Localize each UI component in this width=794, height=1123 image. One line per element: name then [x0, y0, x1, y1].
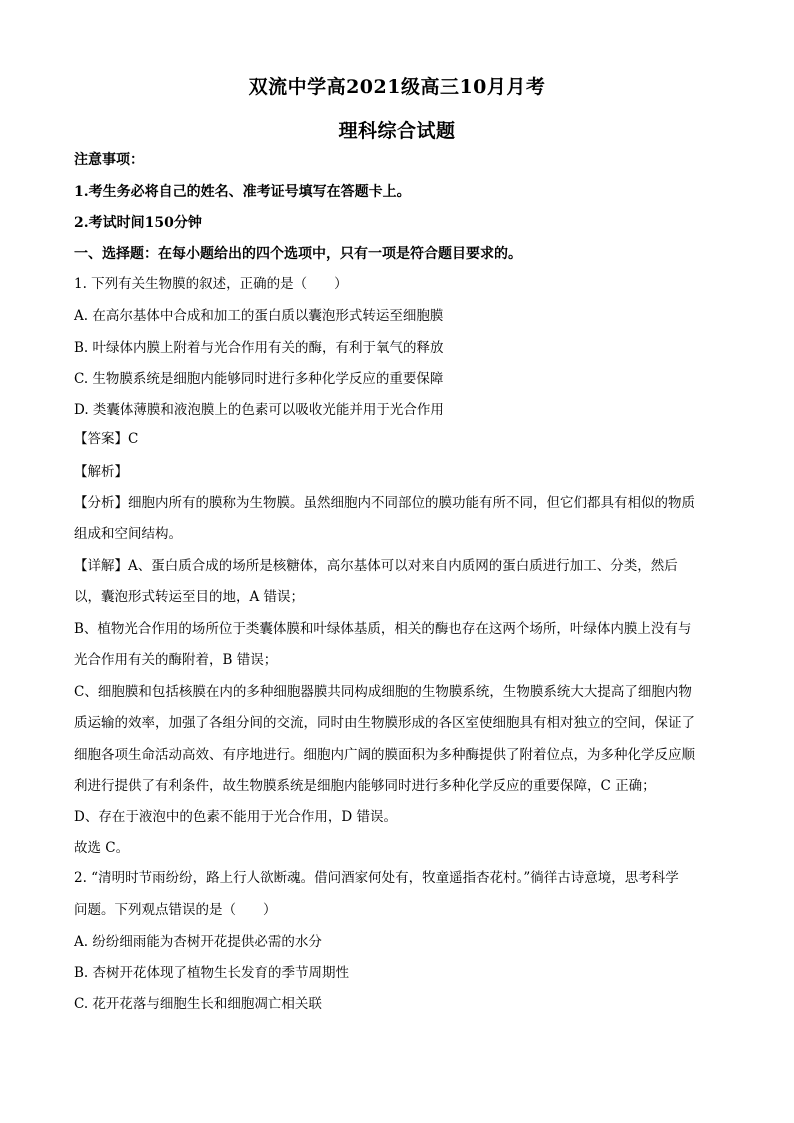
q1-detail-b-line-1: B、植物光合作用的场所位于类囊体膜和叶绿体基质，相关的酶也存在这两个场所，叶绿体内膜上没有与 [74, 621, 692, 637]
q1-analysis-line-1: 【分析】细胞内所有的膜称为生物膜。虽然细胞内不同部位的膜功能有所不同，但它们都具有相似的物质 [74, 495, 695, 511]
q1-detail-a-line-1: 【详解】A、蛋白质合成的场所是核糖体，高尔基体可以对来自内质网的蛋白质进行加工、分类，然后 [74, 558, 678, 574]
q1-conclusion: 故选 C。 [74, 840, 130, 856]
q1-analysis-line-2: 组成和空间结构。 [74, 526, 182, 542]
notice-item-2: 2.考试时间150分钟 [74, 215, 202, 231]
q2-option-a: A. 纷纷细雨能为杏树开花提供必需的水分 [74, 934, 322, 950]
q1-detail-a-line-2: 以，囊泡形式转运至目的地，A 错误； [74, 589, 305, 605]
q1-option-c: C. 生物膜系统是细胞内能够同时进行多种化学反应的重要保障 [74, 371, 444, 387]
q1-detail-c-line-3: 细胞各项生命活动高效、有序地进行。细胞内广阔的膜面积为多种酶提供了附着位点，为多种化学反应顺 [74, 747, 695, 763]
q1-option-a: A. 在高尔基体中合成和加工的蛋白质以囊泡形式转运至细胞膜 [74, 308, 444, 324]
q2-option-c: C. 花开花落与细胞生长和细胞凋亡相关联 [74, 996, 322, 1012]
q1-detail-d: D、存在于液泡中的色素不能用于光合作用，D 错误。 [74, 809, 397, 825]
notice-item-1: 1.考生务必将自己的姓名、准考证号填写在答题卡上。 [74, 184, 411, 200]
q2-stem-line-2: 问题。下列观点错误的是（ ） [74, 902, 277, 918]
q1-option-b: B. 叶绿体内膜上附着与光合作用有关的酶，有利于氧气的释放 [74, 340, 444, 356]
notice-heading: 注意事项： [74, 152, 144, 168]
q1-detail-c-line-2: 质运输的效率，加强了各组分间的交流，同时由生物膜形成的各区室使细胞具有相对独立的空间，保证了 [74, 715, 695, 731]
section-heading: 一、选择题：在每小题给出的四个选项中，只有一项是符合题目要求的。 [74, 246, 522, 262]
q1-stem: 1. 下列有关生物膜的叙述，正确的是（ ） [74, 276, 348, 292]
q1-analysis-label: 【解析】 [74, 464, 128, 480]
q1-detail-b-line-2: 光合作用有关的酶附着，B 错误； [74, 652, 278, 668]
exam-title: 双流中学高2021级高三10月月考 [248, 76, 546, 98]
q1-detail-c-line-4: 利进行提供了有利条件，故生物膜系统是细胞内能够同时进行多种化学反应的重要保障，C 正确； [74, 778, 656, 794]
q1-option-d: D. 类囊体薄膜和液泡膜上的色素可以吸收光能并用于光合作用 [74, 402, 444, 418]
q1-detail-c-line-1: C、细胞膜和包括核膜在内的多种细胞器膜共同构成细胞的生物膜系统，生物膜系统大大提高了细胞内物 [74, 684, 692, 700]
exam-subtitle: 理科综合试题 [338, 120, 456, 142]
q2-stem-line-1: 2. “清明时节雨纷纷，路上行人欲断魂。借问酒家何处有，牧童遥指杏花村。”徜徉古诗意境，思考科学 [74, 870, 679, 886]
q1-answer: 【答案】C [74, 431, 139, 447]
q2-option-b: B. 杏树开花体现了植物生长发育的季节周期性 [74, 965, 350, 981]
